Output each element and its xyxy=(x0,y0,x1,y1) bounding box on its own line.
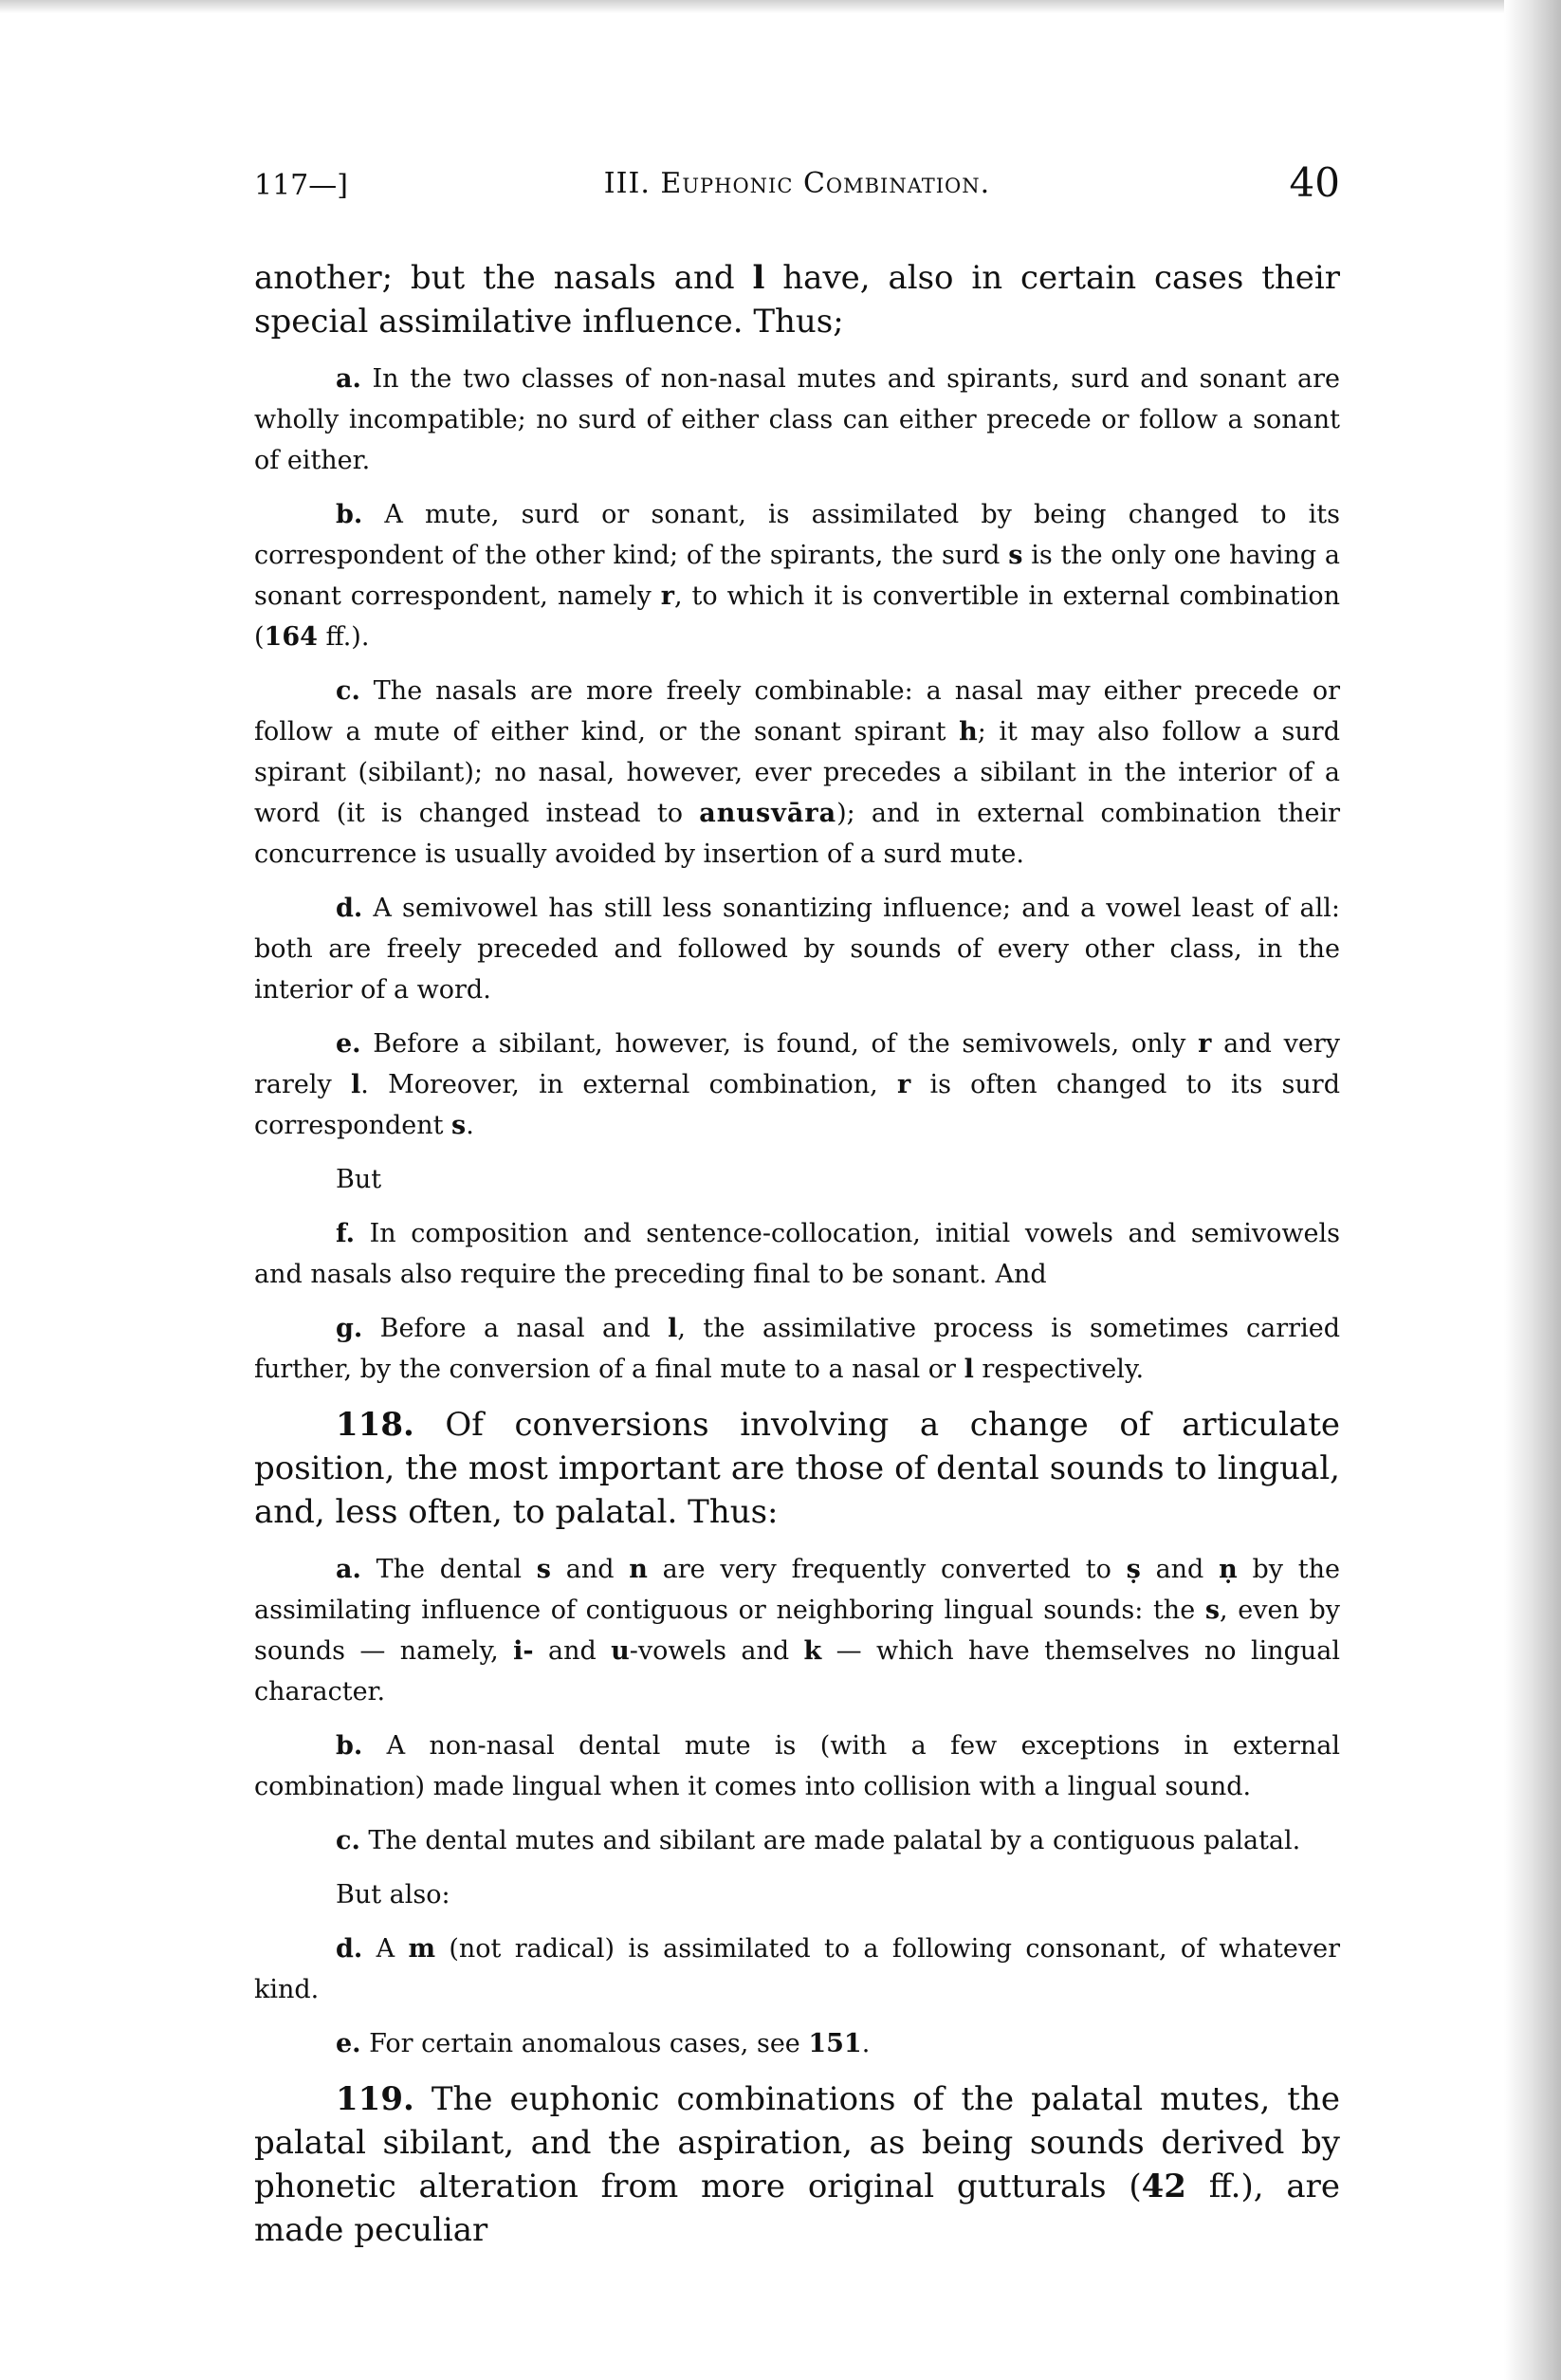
paragraph-118c: c. The dental mutes and sibilant are made palatal by a contiguous palatal. xyxy=(336,1826,1301,1855)
running-head xyxy=(254,152,1340,218)
scan-edge-right xyxy=(1504,0,1561,2380)
cross-reference: 164 xyxy=(264,622,318,652)
section-number: 118. xyxy=(336,1406,414,1444)
paragraph-118b: b. A non-nasal dental mute is (with a few exceptions in external combination) made lingual when it comes into collision with a lingual sound. xyxy=(254,1731,1340,1801)
but-line: But xyxy=(336,1165,382,1194)
chapter-title: III. Euphonic Combination. xyxy=(603,167,991,200)
paragraph-117c: c. The nasals are more freely combinable: a nasal may either precede or follow a mute of either kind, or the sonant spirant h; it may also follow a surd spirant (sibilant); no nasal, however, ever precedes a sibilant in the interior of a word (it is changed instead to anusvāra); and in external combination their concurrence is usually avoided by insertion of a surd mute. xyxy=(254,676,1340,869)
paragraph-117d: d. A semivowel has still less sonantizing influence; and a vowel least of all: both are freely preceded and followed by sounds of every other class, in the interior of a word. xyxy=(254,894,1340,1005)
paragraph-118e: e. For certain anomalous cases, see 151. xyxy=(336,2029,871,2058)
cross-reference: 151 xyxy=(808,2029,862,2058)
paragraph-117e: e. Before a sibilant, however, is found, of the semivowels, only r and very rarely l. Moreover, in external combination, r is often changed to its surd correspondent s. xyxy=(254,1029,1340,1140)
paragraph-118: 118. Of conversions involving a change of articulate position, the most important are those of dental sounds to lingual, and, less often, to palatal. Thus: xyxy=(254,1406,1340,1531)
book-page xyxy=(254,152,1340,2267)
but-also-line: But also: xyxy=(336,1880,450,1910)
paragraph-119: 119. The euphonic combinations of the palatal mutes, the palatal sibilant, and the aspiration, as being sounds derived by phonetic alteration from more original gutturals (42 ff.), are made peculiar xyxy=(254,2080,1340,2249)
section-reference: 117—] xyxy=(254,169,348,202)
paragraph-117g: g. Before a nasal and l, the assimilative process is sometimes carried further, by the conversion of a final mute to a nasal or l respectively. xyxy=(254,1314,1340,1384)
paragraph-117f: f. In composition and sentence-collocation, initial vowels and semivowels and nasals also require the preceding final to be sonant. And xyxy=(254,1219,1340,1289)
paragraph-117b: b. A mute, surd or sonant, is assimilated by being changed to its correspondent of the other kind; of the spirants, the surd s is the only one having a sonant correspondent, namely r, to which it is convertible in external combination (164 ff.). xyxy=(254,500,1340,652)
intro-paragraph: another; but the nasals and l have, also in certain cases their special assimilative influence. Thus; xyxy=(254,259,1340,341)
paragraph-118a: a. The dental s and n are very frequently converted to ṣ and ṇ by the assimilating influence of contiguous or neighboring lingual sounds: the s, even by sounds — namely, i- and u-vowels and k — which have themselves no lingual character. xyxy=(254,1555,1341,1707)
paragraph-117a: a. In the two classes of non-nasal mutes and spirants, surd and sonant are wholly incompatible; no surd of either class can either precede or follow a sonant of either. xyxy=(254,364,1340,475)
cross-reference: 42 xyxy=(1141,2168,1186,2205)
paragraph-118d: d. A m (not radical) is assimilated to a following consonant, of whatever kind. xyxy=(254,1934,1341,2004)
section-number: 119. xyxy=(336,2080,414,2118)
scan-edge-top xyxy=(0,0,1561,13)
page-number: 40 xyxy=(1289,159,1340,206)
